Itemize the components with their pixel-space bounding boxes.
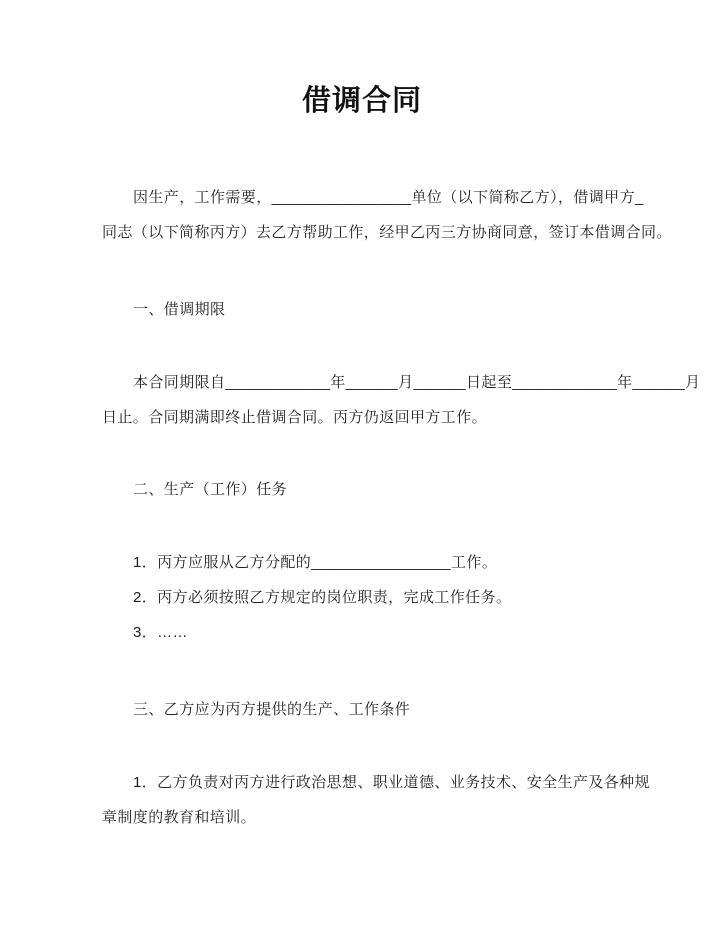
intro-paragraph-line-2: 同志（以下简称丙方）去乙方帮助工作，经甲乙丙三方协商同意，签订本借调合同。 [102,224,672,241]
section-heading-1: 一、借调期限 [133,301,226,318]
conditions-item-1-line-2: 章制度的教育和培训。 [102,809,257,826]
section-heading-2: 二、生产（工作）任务 [133,481,288,498]
task-item-1: 1．丙方应服从乙方分配的________________工作。 [133,554,498,571]
task-item-3: 3．…… [133,624,188,641]
section-heading-3: 三、乙方应为丙方提供的生产、工作条件 [133,701,411,718]
document-title: 借调合同 [301,85,422,117]
task-item-2: 2．丙方必须按照乙方规定的岗位职责，完成工作任务。 [133,589,512,606]
term-paragraph-line-1: 本合同期限自____________年______月______日起至____________年______月 [133,374,701,391]
conditions-item-1-line-1: 1．乙方负责对丙方进行政治思想、职业道德、业务技术、安全生产及各种规 [133,774,650,791]
term-paragraph-line-2: 日止。合同期满即终止借调合同。丙方仍返回甲方工作。 [102,409,488,426]
intro-paragraph-line-1: 因生产，工作需要，________________单位（以下简称乙方），借调甲方_ [133,189,644,206]
